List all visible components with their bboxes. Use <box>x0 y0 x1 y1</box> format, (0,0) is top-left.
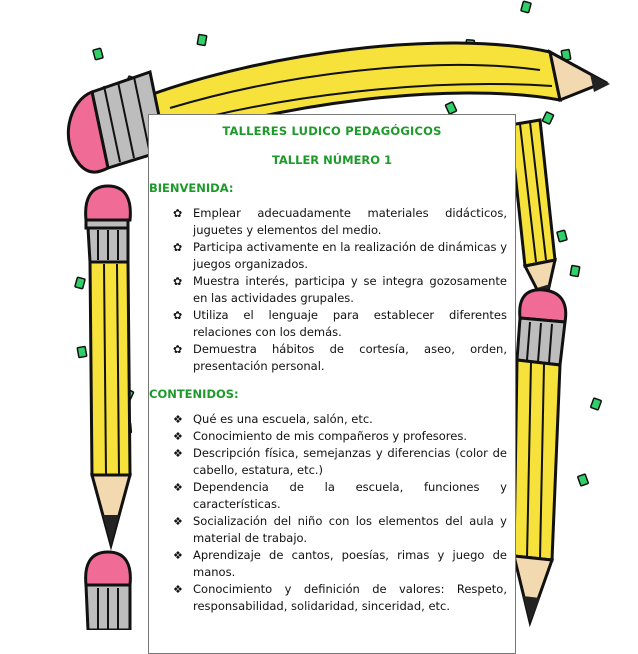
list-item: ❖ Qué es una escuela, salón, etc. <box>173 412 373 426</box>
list-item: ✿ Emplear adecuadamente materiales didácticos, juguetes y elementos del medio. <box>173 206 507 237</box>
section-heading-bienvenida: BIENVENIDA: <box>149 181 234 195</box>
document-subtitle: TALLER NÚMERO 1 <box>271 153 393 167</box>
list-item: ❖ Aprendizaje de cantos, poesías, rimas y juego de manos. <box>173 548 507 579</box>
list-item: ❖ Conocimiento y definición de valores: Respeto, responsabilidad, solidaridad, sinceridad, etc. <box>173 582 507 613</box>
diamond-bullet-icon: ❖ <box>173 447 183 460</box>
list-item: ❖ Descripción física, semejanzas y diferencias (color de cabello, estatura, etc.) <box>173 446 507 477</box>
flower-bullet-icon: ✿ <box>173 309 183 322</box>
right-pencil-1-illustration <box>510 120 555 305</box>
list-item: ❖ Conocimiento de mis compañeros y profesores. <box>173 429 467 443</box>
diamond-bullet-icon: ❖ <box>173 549 183 562</box>
list-item: ✿ Participa activamente en la realización de dinámicas y juegos organizados. <box>173 240 507 271</box>
flower-bullet-icon: ✿ <box>173 275 183 288</box>
right-pencil-2-illustration <box>514 290 566 622</box>
diamond-bullet-icon: ❖ <box>173 583 183 596</box>
diamond-bullet-icon: ❖ <box>173 481 183 494</box>
flower-bullet-icon: ✿ <box>173 207 183 220</box>
diamond-bullet-icon: ❖ <box>173 413 183 426</box>
flower-bullet-icon: ✿ <box>173 241 183 254</box>
list-item: ✿ Utiliza el lenguaje para establecer diferentes relaciones con los demás. <box>173 308 507 339</box>
section-heading-contenidos: CONTENIDOS: <box>149 387 239 401</box>
document-page <box>148 114 516 654</box>
contenidos-list <box>157 411 507 615</box>
list-item: ❖ Socialización del niño con los elementos del aula y material de trabajo. <box>173 514 507 545</box>
diamond-bullet-icon: ❖ <box>173 515 183 528</box>
flower-bullet-icon: ✿ <box>173 343 183 356</box>
document-title: TALLERES LUDICO PEDAGÓGICOS <box>222 124 442 138</box>
diamond-bullet-icon: ❖ <box>173 430 183 443</box>
list-item: ✿ Muestra interés, participa y se integra gozosamente en las actividades grupales. <box>173 274 507 305</box>
list-item: ❖ Dependencia de la escuela, funciones y características. <box>173 480 507 511</box>
left-pencil-2-illustration <box>86 552 131 630</box>
left-pencil-1-illustration <box>86 186 131 545</box>
bienvenida-list <box>157 205 507 375</box>
list-item: ✿ Demuestra hábitos de cortesía, aseo, orden, presentación personal. <box>173 342 507 373</box>
